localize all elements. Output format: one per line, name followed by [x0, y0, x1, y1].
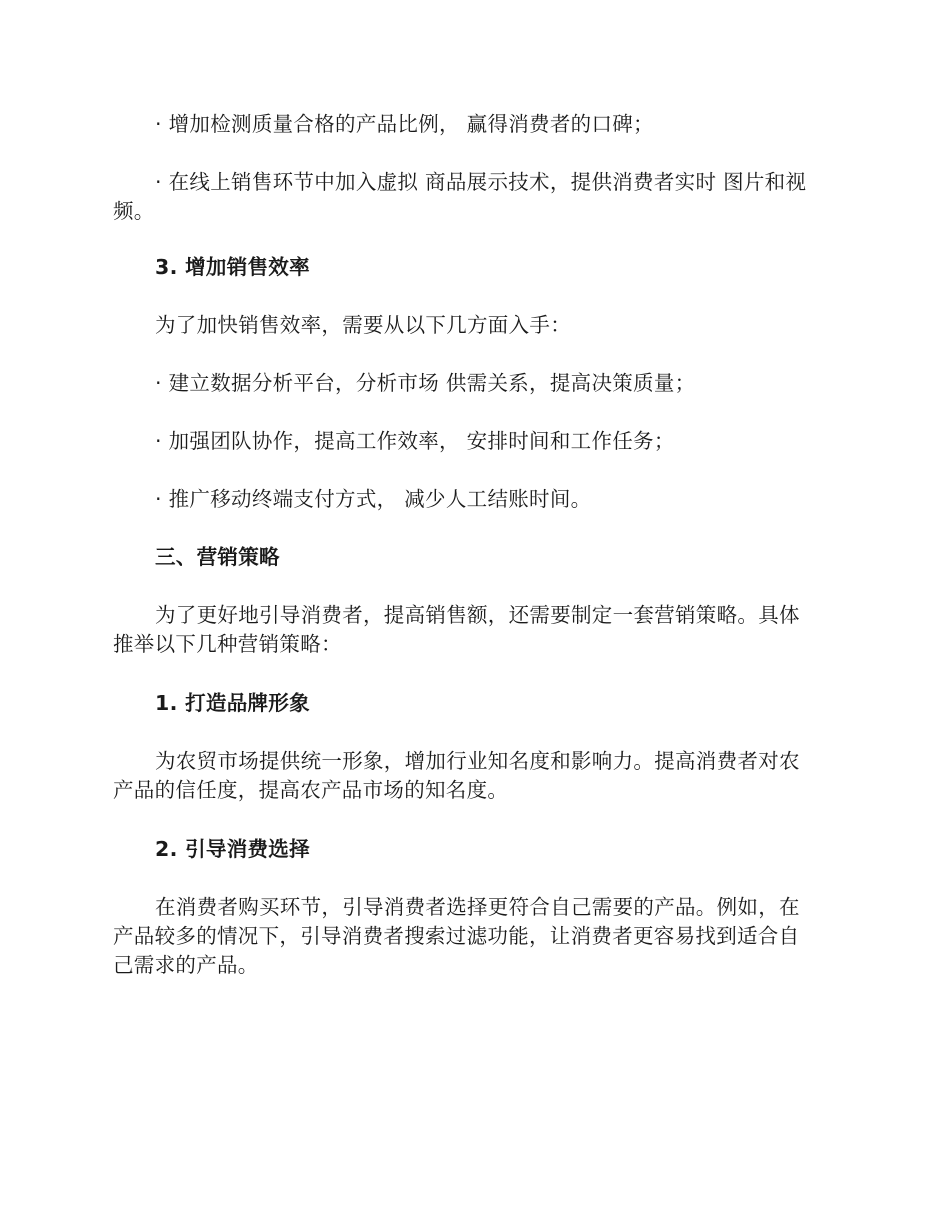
bullet-item: · 加强团队协作，提高工作效率， 安排时间和工作任务；: [155, 429, 675, 453]
section-heading: 三、营销策略: [155, 545, 280, 569]
subheading-2: 2. 引导消费选择: [155, 837, 310, 861]
bullet-item-multiline: [113, 168, 835, 226]
paragraph: [113, 601, 835, 659]
bullet-line: · 在线上销售环节中加入虚拟 商品展示技术，提供消费者实时 图片和视: [155, 170, 807, 194]
paragraph-line: 为农贸市场提供统一形象，增加行业知名度和影响力。提高消费者对农: [155, 749, 800, 773]
bullet-item: · 推广移动终端支付方式， 减少人工结账时间。: [155, 487, 592, 511]
subheading-1: 1. 打造品牌形象: [155, 691, 310, 715]
paragraph: [113, 893, 835, 980]
paragraph: 为了加快销售效率，需要从以下几方面入手：: [155, 313, 571, 337]
bullet-item: · 建立数据分析平台，分析市场 供需关系，提高决策质量；: [155, 371, 696, 395]
paragraph: [113, 747, 835, 805]
bullet-item: · 增加检测质量合格的产品比例， 赢得消费者的口碑；: [155, 112, 654, 136]
bullet-line: 频。: [113, 199, 155, 223]
document-body: [113, 110, 835, 980]
paragraph-line: 为了更好地引导消费者，提高销售额，还需要制定一套营销策略。具体: [155, 603, 800, 627]
paragraph-line: 在消费者购买环节，引导消费者选择更符合自己需要的产品。例如，在: [155, 895, 800, 919]
subheading-3: 3. 增加销售效率: [155, 255, 310, 279]
paragraph-line: 产品的信任度，提高农产品市场的知名度。: [113, 778, 509, 802]
paragraph-line: 推举以下几种营销策略：: [113, 632, 342, 656]
paragraph-line: 产品较多的情况下，引导消费者搜索过滤功能，让消费者更容易找到适合自: [113, 924, 800, 948]
paragraph-line: 己需求的产品。: [113, 953, 259, 977]
